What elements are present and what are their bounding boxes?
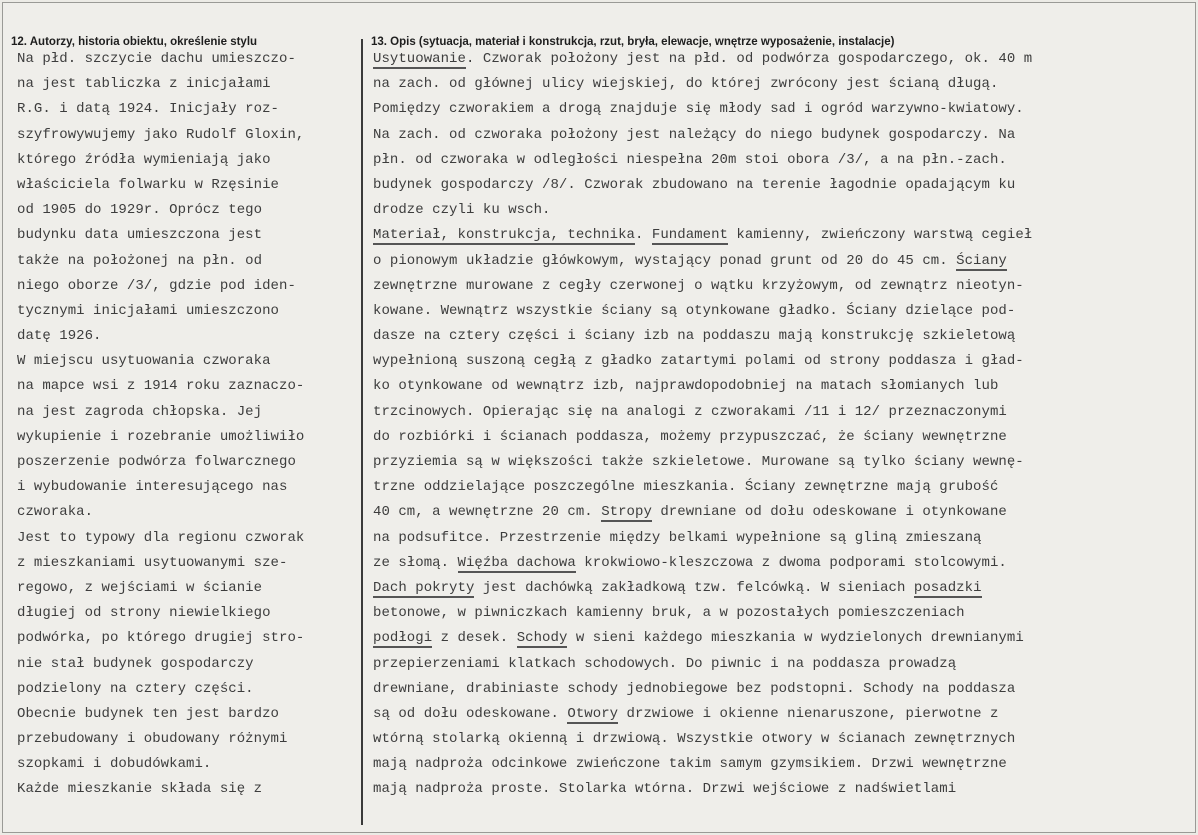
text-segment: mają nadproża proste. Stolarka wtórna. Drzwi wejściowe z nadświetlami [373,781,957,798]
text-line [373,677,1193,702]
text-line: przebudowany i obudowany różnymi [17,731,288,748]
text-segment: trzne oddzielające poszczególne mieszkania. Ściany zewnętrzne mają grubość [373,479,999,496]
text-line: Na płd. szczycie dachu umieszczo- [17,51,296,67]
text-segment: przyziemia są w większości także szkieletowe. Murowane są tylko ściany wewnę- [373,454,1024,470]
text-line [373,551,1193,576]
text-segment: płn. od czworaka w odległości niespełna 20m stoi obora /3/, a na płn.-zach. [373,151,1007,168]
column-divider [361,39,363,825]
underlined-heading: Ściany [956,252,1007,269]
text-line: W miejscu usytuowania czworaka [17,353,271,370]
authors-history-column [17,47,357,803]
text-segment: 40 cm, a wewnętrzne 20 cm. [373,504,602,521]
text-line: także na położonej na płn. od [17,252,263,269]
text-segment: z desek. [432,630,517,647]
text-line [373,727,1193,752]
underlined-heading: Więźba dachowa [457,554,576,571]
text-line [373,752,1193,777]
text-line: właściciela folwarku w Rzęsinie [17,176,279,193]
text-segment: na zach. od głównej ulicy wiejskiej, do której zwrócony jest ścianą długą. [373,76,999,93]
text-segment: . [635,227,652,244]
underlined-heading: Stropy [601,504,652,521]
text-line: regowo, z wejściami w ścianie [17,579,263,596]
text-line: tycznymi inicjałami umieszczono [17,302,279,319]
text-segment: wtórną stolarką okienną i drzwiową. Wszystkie otwory w ścianach zewnętrznych [373,731,1016,748]
text-line [373,173,1193,198]
section-12-header: 12. Autorzy, historia obiektu, określenie stylu [11,36,258,48]
text-segment: na podsufitce. Przestrzenie między belkami wypełnione są gliną zmieszaną [373,529,982,546]
text-line: długiej od strony niewielkiego [17,605,271,622]
text-line: czworaka. [17,504,94,521]
text-segment: wypełnioną suszoną cegłą z gładko zatartymi polami od strony poddasza i gład- [373,353,1024,370]
text-segment: ko otynkowane od wewnątrz izb, najprawdopodobniej na matach słomianych lub [373,378,999,395]
underlined-heading: Fundament [651,227,728,244]
text-line [373,97,1193,122]
text-segment: w sieni każdego mieszkania w wydzielonych drewnianymi [567,630,1024,647]
text-line [373,500,1193,525]
text-line: nie stał budynek gospodarczy [17,655,254,672]
text-segment: jest dachówką zakładkową tzw. felcówką. W sieniach [474,579,914,596]
text-segment: mają nadproża odcinkowe zwieńczone takim samym gzymsikiem. Drzwi wewnętrzne [373,756,1007,773]
underlined-heading: Schody [516,630,568,647]
text-line [373,374,1193,399]
text-segment: są od dołu odeskowane. [373,705,568,722]
text-line: wykupienie i rozebranie umożliwiło [17,428,305,445]
text-line [373,576,1193,601]
text-segment: drewniane od dołu odeskowane i otynkowane [651,504,1007,521]
text-segment: ze słomą. [373,554,458,571]
text-line [373,526,1193,551]
text-line [373,475,1193,500]
text-line: podwórka, po którego drugiej stro- [17,630,305,647]
text-line [373,777,1193,802]
text-line: Jest to typowy dla regionu czworak [17,529,305,546]
text-line: niego oborze /3/, gdzie pod iden- [17,277,296,294]
text-line [373,299,1193,324]
text-line: na jest tabliczka z inicjałami [17,76,271,93]
text-line [373,274,1193,299]
text-line [373,450,1193,475]
underlined-heading: posadzki [913,579,982,596]
text-line [373,702,1193,727]
text-line [373,47,1193,72]
text-line [373,601,1193,626]
text-segment: drzwiowe i okienne nienaruszone, pierwotne z [618,705,999,722]
text-segment: kamienny, zwieńczony warstwą cegieł [727,227,1033,244]
text-line [373,123,1193,148]
text-segment: kowane. Wewnątrz wszystkie ściany są otynkowane gładko. Ściany dzielące pod- [373,302,1016,319]
description-column [373,47,1193,803]
text-line [373,72,1193,97]
text-segment: o pionowym układzie główkowym, wystający ponad grunt od 20 do 45 cm. [373,252,957,269]
text-segment: zewnętrzne murowane z cegły czerwonej o wątku krzyżowym, od zewnątrz nieotyn- [373,277,1024,294]
text-line: budynku data umieszczona jest [17,227,263,244]
text-line: z mieszkaniami usytuowanymi sze- [17,554,288,571]
catalog-card [2,2,1196,833]
text-line: którego źródła wymieniają jako [17,151,271,168]
underlined-heading: Usytuowanie [373,51,466,67]
text-line: poszerzenie podwórza folwarcznego [17,454,296,470]
text-line: na mapce wsi z 1914 roku zaznaczo- [17,378,305,395]
text-line [373,425,1193,450]
text-line [373,198,1193,223]
text-line [373,400,1193,425]
text-line [373,148,1193,173]
text-line [373,349,1193,374]
underlined-heading: Dach pokryty [373,579,475,596]
text-line: i wybudowanie interesującego nas [17,479,288,496]
text-segment: Pomiędzy czworakiem a drogą znajduje się młody sad i ogród warzywno-kwiatowy. [373,101,1024,118]
text-line [373,652,1193,677]
text-segment: do rozbiórki i ścianach poddasza, możemy przypuszczać, że ściany wewnętrzne [373,428,1007,445]
text-segment: betonowe, w piwniczkach kamienny bruk, a w pozostałych pomieszczeniach [373,605,965,622]
underlined-heading: Otwory [567,705,619,722]
text-segment: przepierzeniami klatkach schodowych. Do piwnic i na poddasza prowadzą [373,655,957,672]
text-segment: drewniane, drabiniaste schody jednobiegowe bez podstopni. Schody na poddasza [373,680,1016,697]
text-line [373,223,1193,248]
text-line: Obecnie budynek ten jest bardzo [17,705,279,722]
text-line: na jest zagroda chłopska. Jej [17,403,263,420]
text-line: szopkami i dobudówkami. [17,756,212,773]
text-line [373,626,1193,651]
text-line: podzielony na cztery części. [17,680,254,697]
text-segment: trzcinowych. Opierając się na analogi z czworakami /11 i 12/ przeznaczonymi [373,403,1007,420]
underlined-heading: Materiał, konstrukcja, technika [373,227,635,244]
text-line: datę 1926. [17,328,102,345]
text-line: R.G. i datą 1924. Inicjały roz- [17,101,279,118]
text-segment: budynek gospodarczy /8/. Czworak zbudowano na terenie łagodnie opadającym ku [373,176,1016,193]
text-segment: drodze czyli ku wsch. [373,202,551,219]
text-line: Każde mieszkanie składa się z [17,781,263,798]
section-13-header: 13. Opis (sytuacja, materiał i konstrukcja, rzut, bryła, elewacje, wnętrze wyposażenie, instalacje) [371,36,895,48]
text-segment: krokwiowo-kleszczowa z dwoma podporami stolcowymi. [575,554,1007,571]
underlined-heading: podłogi [373,630,433,647]
text-line: szyfrowywujemy jako Rudolf Gloxin, [17,126,305,143]
text-segment: Na zach. od czworaka położony jest należący do niego budynek gospodarczy. Na [373,126,1016,143]
text-line: od 1905 do 1929r. Oprócz tego [17,202,263,219]
text-segment: dasze na cztery części i ściany izb na poddaszu mają konstrukcję szkieletową [373,328,1016,345]
text-segment: . Czworak położony jest na płd. od podwórza gospodarczego, ok. 40 m [465,51,1033,67]
text-line [373,249,1193,274]
text-line [373,324,1193,349]
